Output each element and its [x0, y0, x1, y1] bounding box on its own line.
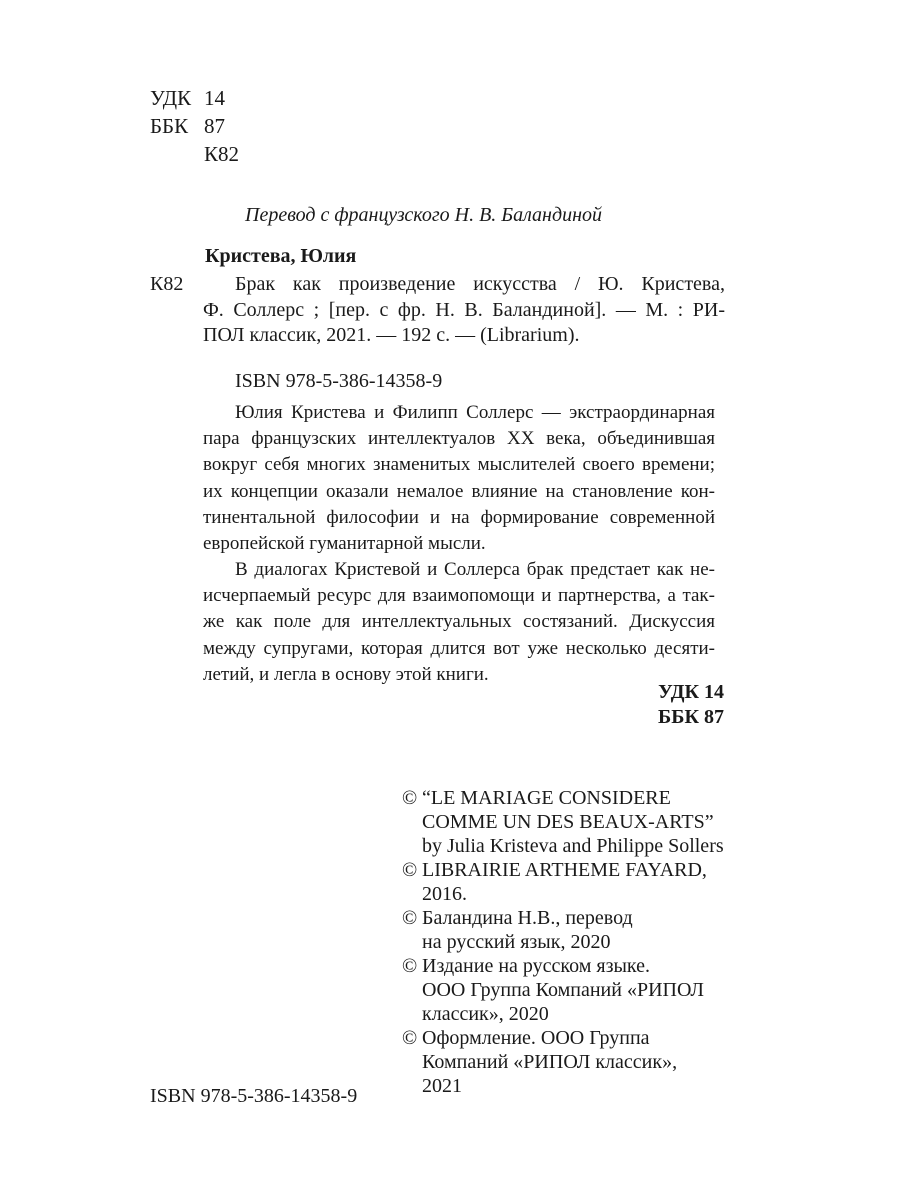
catalog-line: ПОЛ классик, 2021. — 192 с. — (Librarium). [203, 324, 580, 346]
copyright-symbol: © [402, 787, 418, 809]
author-heading: Кристева, Юлия [205, 245, 357, 267]
paragraph-line: исчерпаемый ресурс для взаимопомощи и партнерства, а так- [203, 585, 715, 607]
copyright-entry: © Оформление. ООО Группа Компаний «РИПОЛ классик», 2021 [402, 1027, 678, 1097]
paragraph-line: европейской гуманитарной мысли. [203, 533, 486, 555]
copyright-symbol: © [402, 1027, 418, 1049]
annotation-paragraph-2 [203, 557, 715, 688]
paragraph-line: же как поле для интеллектуальных состязаний. Дискуссия [203, 611, 715, 633]
right-udk: УДК 14 [658, 681, 724, 703]
copyright-entry: © “LE MARIAGE CONSIDERE COMME UN DES BEAUX-ARTS” by Julia Kristeva and Philippe Sollers [402, 787, 724, 857]
paragraph-line: тинентальной философии и на формирование современной [203, 506, 715, 528]
author-mark: К82 [204, 142, 240, 166]
udk-label: УДК [150, 86, 192, 110]
annotation-paragraph-1 [203, 400, 715, 557]
translator-note: Перевод с французского Н. В. Баландиной [245, 204, 603, 226]
right-classification-codes [600, 680, 724, 730]
copyright-entry: © Издание на русском языке. ООО Группа Компаний «РИПОЛ классик», 2020 [402, 955, 704, 1025]
copyright-symbol: © [402, 907, 418, 929]
copyright-block [402, 786, 742, 1098]
copyright-entry: © Баландина Н.В., перевод на русский язык, 2020 [402, 907, 633, 953]
copyright-entry: © LIBRAIRIE ARTHEME FAYARD, 2016. [402, 859, 707, 905]
catalog-description [203, 272, 725, 349]
paragraph-line: пара французских интеллектуалов XX века, объединившая [203, 428, 715, 450]
paragraph-line: между супругами, которая длится вот уже несколько десяти- [203, 637, 715, 659]
paragraph-line: Юлия Кристева и Филипп Соллерс — экстраординарная [235, 402, 715, 423]
bbk-value: 87 [204, 114, 225, 138]
catalog-author-mark: К82 [150, 273, 184, 295]
right-bbk: ББК 87 [658, 706, 724, 728]
udk-value: 14 [204, 86, 225, 110]
paragraph-line: летий, и легла в основу этой книги. [203, 663, 489, 685]
copyright-symbol: © [402, 955, 418, 977]
classification-codes [150, 86, 239, 166]
paragraph-line: вокруг себя многих знаменитых мыслителей своего времени; [203, 454, 715, 476]
catalog-line: Брак как произведение искусства / Ю. Кристева, [235, 273, 725, 295]
bottom-isbn: ISBN 978-5-386-14358-9 [150, 1085, 358, 1107]
author-mark-row [150, 142, 239, 166]
copyright-symbol: © [402, 859, 418, 881]
bbk-row [150, 114, 239, 138]
bbk-label: ББК [150, 114, 189, 138]
udk-row [150, 86, 239, 110]
catalog-isbn: ISBN 978-5-386-14358-9 [235, 370, 443, 392]
catalog-line: Ф. Соллерс ; [пер. с фр. Н. В. Баландиной]. — М. : РИ- [203, 298, 725, 321]
paragraph-line: их концепции оказали немалое влияние на становление кон- [203, 480, 715, 502]
paragraph-line: В диалогах Кристевой и Соллерса брак предстает как не- [235, 559, 715, 580]
